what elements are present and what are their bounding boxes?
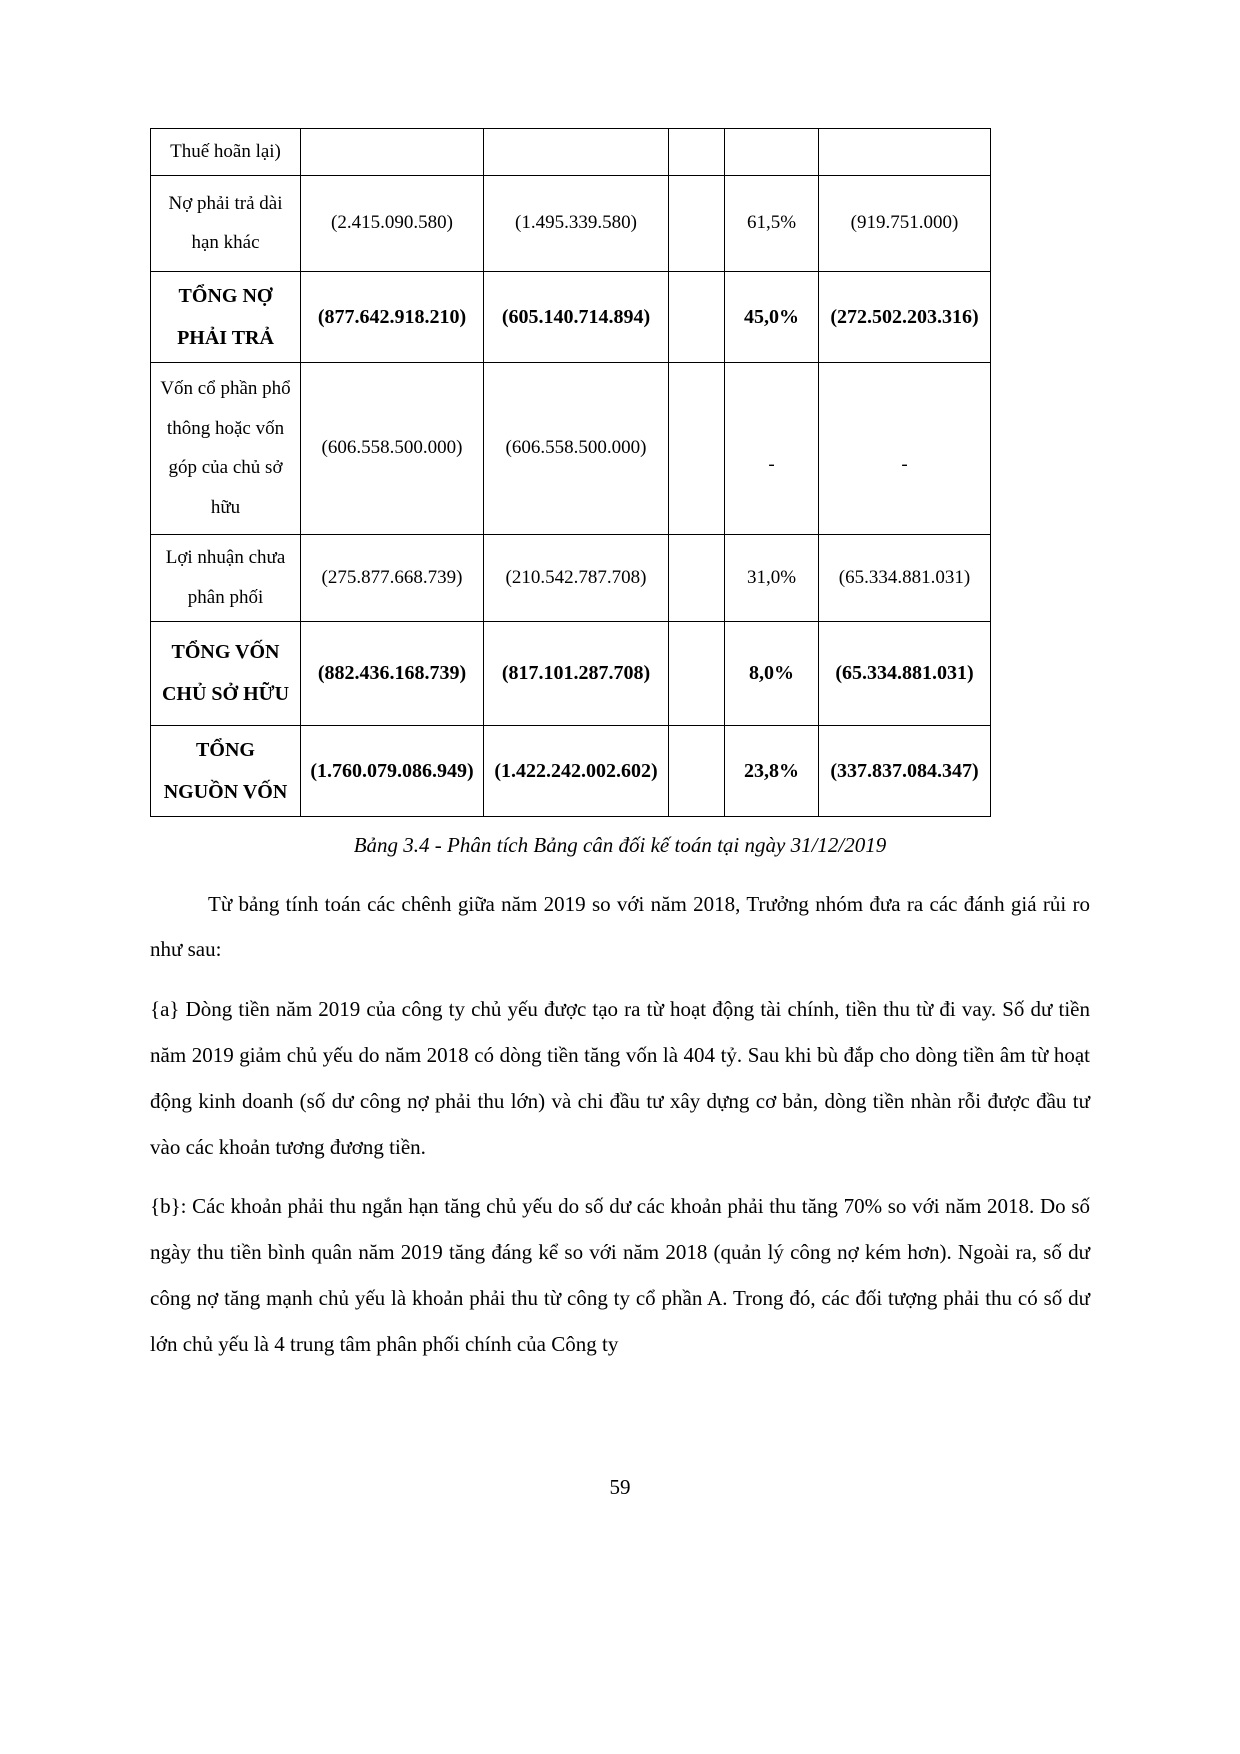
- empty-cell: [669, 271, 725, 362]
- difference-cell: [819, 129, 991, 176]
- percent-cell: [725, 129, 819, 176]
- empty-cell: [669, 362, 725, 534]
- value-2019-cell: (1.760.079.086.949): [301, 725, 484, 816]
- body-text: [150, 882, 1090, 1368]
- empty-cell: [669, 129, 725, 176]
- paragraph-b: {b}: Các khoản phải thu ngắn hạn tăng chủ yếu do số dư các khoản phải thu tăng 70% so với năm 2018. Do số ngày thu tiền bình quân năm 2019 tăng đáng kể so với năm 2018 (quản lý công nợ kém hơn). Ngoài ra, số dư công nợ tăng mạnh chủ yếu là khoản phải thu từ công ty cổ phần A. Trong đó, các đối tượng phải thu có số dư lớn chủ yếu là 4 trung tâm phân phối chính của Công ty: [150, 1194, 1090, 1356]
- empty-cell: [669, 725, 725, 816]
- percent-cell: 45,0%: [725, 271, 819, 362]
- value-2018-cell: (1.422.242.002.602): [484, 725, 669, 816]
- row-label: TỔNG NỢ PHẢI TRẢ: [151, 271, 301, 362]
- value-2018-cell: (210.542.787.708): [484, 534, 669, 621]
- balance-sheet-table: [150, 128, 991, 817]
- page-number: 59: [609, 1475, 631, 1499]
- percent-cell: 31,0%: [725, 534, 819, 621]
- value-2019-cell: (882.436.168.739): [301, 621, 484, 725]
- difference-cell: (65.334.881.031): [819, 621, 991, 725]
- paragraph-a: {a} Dòng tiền năm 2019 của công ty chủ yếu được tạo ra từ hoạt động tài chính, tiền thu từ đi vay. Số dư tiền năm 2019 giảm chủ yếu do năm 2018 có dòng tiền tăng vốn là 404 tỷ. Sau khi bù đắp cho dòng tiền âm từ hoạt động kinh doanh (số dư công nợ phải thu lớn) và chi đầu tư xây dựng cơ bản, dòng tiền nhàn rỗi được đầu tư vào các khoản tương đương tiền.: [150, 997, 1090, 1159]
- row-label: Lợi nhuận chưa phân phối: [151, 534, 301, 621]
- value-2018-cell: [484, 129, 669, 176]
- row-label: Thuế hoãn lại): [151, 129, 301, 176]
- difference-cell: (919.751.000): [819, 175, 991, 271]
- value-2019-cell: [301, 129, 484, 176]
- paragraph-intro: Từ bảng tính toán các chênh giữa năm 2019 so với năm 2018, Trưởng nhóm đưa ra các đánh giá rủi ro như sau:: [150, 891, 1090, 962]
- table-row: [151, 621, 991, 725]
- table-row: [151, 129, 991, 176]
- value-2019-cell: (606.558.500.000): [301, 362, 484, 534]
- value-2018-cell: (605.140.714.894): [484, 271, 669, 362]
- value-2018-cell: (1.495.339.580): [484, 175, 669, 271]
- empty-cell: [669, 175, 725, 271]
- table-row: [151, 725, 991, 816]
- row-label: TỔNG NGUỒN VỐN: [151, 725, 301, 816]
- table-caption: Bảng 3.4 - Phân tích Bảng cân đối kế toán tại ngày 31/12/2019: [353, 832, 887, 857]
- percent-cell: 8,0%: [725, 621, 819, 725]
- empty-cell: [669, 534, 725, 621]
- percent-cell: 61,5%: [725, 175, 819, 271]
- table-row: [151, 534, 991, 621]
- value-2019-cell: (877.642.918.210): [301, 271, 484, 362]
- difference-cell: (65.334.881.031): [819, 534, 991, 621]
- difference-cell: (337.837.084.347): [819, 725, 991, 816]
- table-row: [151, 175, 991, 271]
- table-row: [151, 362, 991, 534]
- percent-cell: 23,8%: [725, 725, 819, 816]
- difference-cell: -: [819, 362, 991, 534]
- row-label: Nợ phải trả dài hạn khác: [151, 175, 301, 271]
- value-2018-cell: (606.558.500.000): [484, 362, 669, 534]
- value-2018-cell: (817.101.287.708): [484, 621, 669, 725]
- empty-cell: [669, 621, 725, 725]
- row-label: Vốn cổ phần phổ thông hoặc vốn góp của chủ sở hữu: [151, 362, 301, 534]
- difference-cell: (272.502.203.316): [819, 271, 991, 362]
- value-2019-cell: (2.415.090.580): [301, 175, 484, 271]
- table-row: [151, 271, 991, 362]
- value-2019-cell: (275.877.668.739): [301, 534, 484, 621]
- row-label: TỔNG VỐN CHỦ SỞ HỮU: [151, 621, 301, 725]
- percent-cell: -: [725, 362, 819, 534]
